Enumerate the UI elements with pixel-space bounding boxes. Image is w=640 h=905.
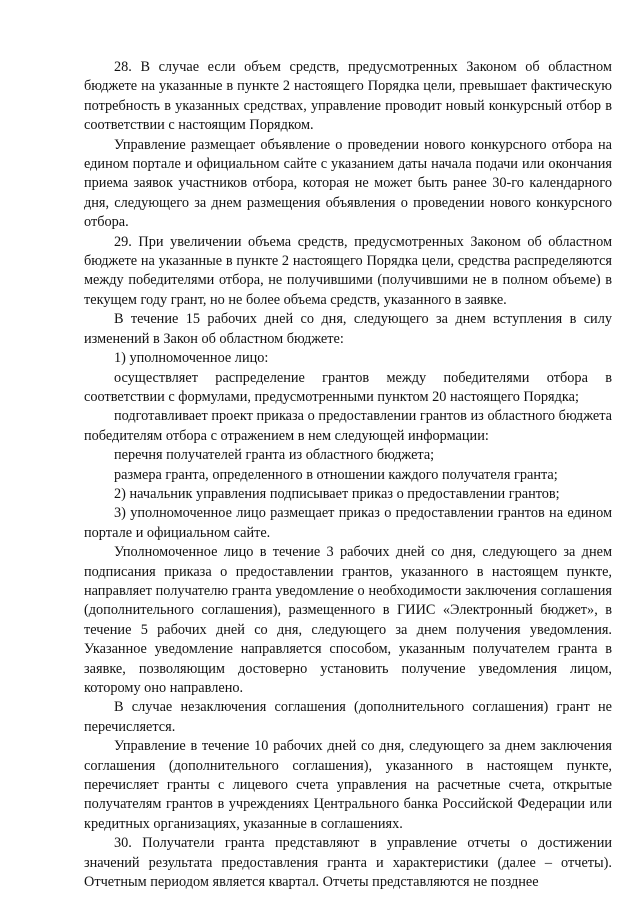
document-page [84, 58, 612, 892]
paragraph: В случае незаключения соглашения (дополнительного соглашения) грант не перечисляется. [84, 699, 612, 735]
paragraph: осуществляет распределение грантов между победителями отбора в соответствии с формулами, предусмотренными пунктом 20 настоящего Порядка; [84, 369, 612, 405]
paragraph: 30. Получатели гранта представляют в управление отчеты о достижении значений результата предоставления гранта и характеристики (далее – отчеты). Отчетным периодом является квартал. Отчеты представляются не позднее [84, 835, 612, 891]
paragraph: размера гранта, определенного в отношении каждого получателя гранта; [114, 466, 558, 483]
paragraph: перечня получателей гранта из областного бюджета; [114, 447, 435, 464]
paragraph: 2) начальник управления подписывает приказ о предоставлении грантов; [114, 485, 560, 502]
paragraph: 1) уполномоченное лицо: [114, 350, 269, 367]
paragraph: 29. При увеличении объема средств, предусмотренных Законом об областном бюджете на указанные в пункте 2 настоящего Порядка цели, средства распределяются между победителями отбора, не получившими (получившими не в полном объеме) в текущем году грант, но не более объема средств, указанного в заявке. [84, 233, 612, 308]
paragraph: Управление размещает объявление о проведении нового конкурсного отбора на едином портале и официальном сайте с указанием даты начала подачи или окончания приема заявок участников отбора, которая не может быть ранее 30-го календарного дня, следующего за днем размещения объявления о проведении нового конкурсного отбора. [84, 136, 612, 231]
paragraph: подготавливает проект приказа о предоставлении грантов из областного бюджета победителям отбора с отражением в нем следующей информации: [84, 408, 612, 444]
paragraph: В течение 15 рабочих дней со дня, следующего за днем вступления в силу изменений в Закон об областном бюджете: [84, 311, 612, 347]
paragraph: Управление в течение 10 рабочих дней со дня, следующего за днем заключения соглашения (дополнительного соглашения), указанного в настоящем пункте, перечисляет гранты с лицевого счета управления на расчетные счета, открытые получателям грантов в учреждениях Центрального банка Российской Федерации или кредитных организациях, указанные в соглашениях. [84, 738, 612, 832]
paragraph: 28. В случае если объем средств, предусмотренных Законом об областном бюджете на указанные в пункте 2 настоящего Порядка цели, превышает фактическую потребность в указанных средствах, управление проводит новый конкурсный отбор в соответствии с настоящим Порядком. [84, 59, 612, 134]
paragraph: Уполномоченное лицо в течение 3 рабочих дней со дня, следующего за днем подписания приказа о предоставлении грантов, указанного в настоящем пункте, направляет получателю гранта уведомление о необходимости заключения соглашения (дополнительного соглашения), размещенного в ГИИС «Электронный бюджет», в течение 5 рабочих дней со дня, следующего за днем получения уведомления. Указанное уведомление направляется способом, указанным получателем гранта в заявке, позволяющим достоверно установить получение уведомления лицом, которому оно направлено. [84, 544, 612, 696]
paragraph: 3) уполномоченное лицо размещает приказ о предоставлении грантов на едином портале и официальном сайте. [84, 505, 612, 541]
